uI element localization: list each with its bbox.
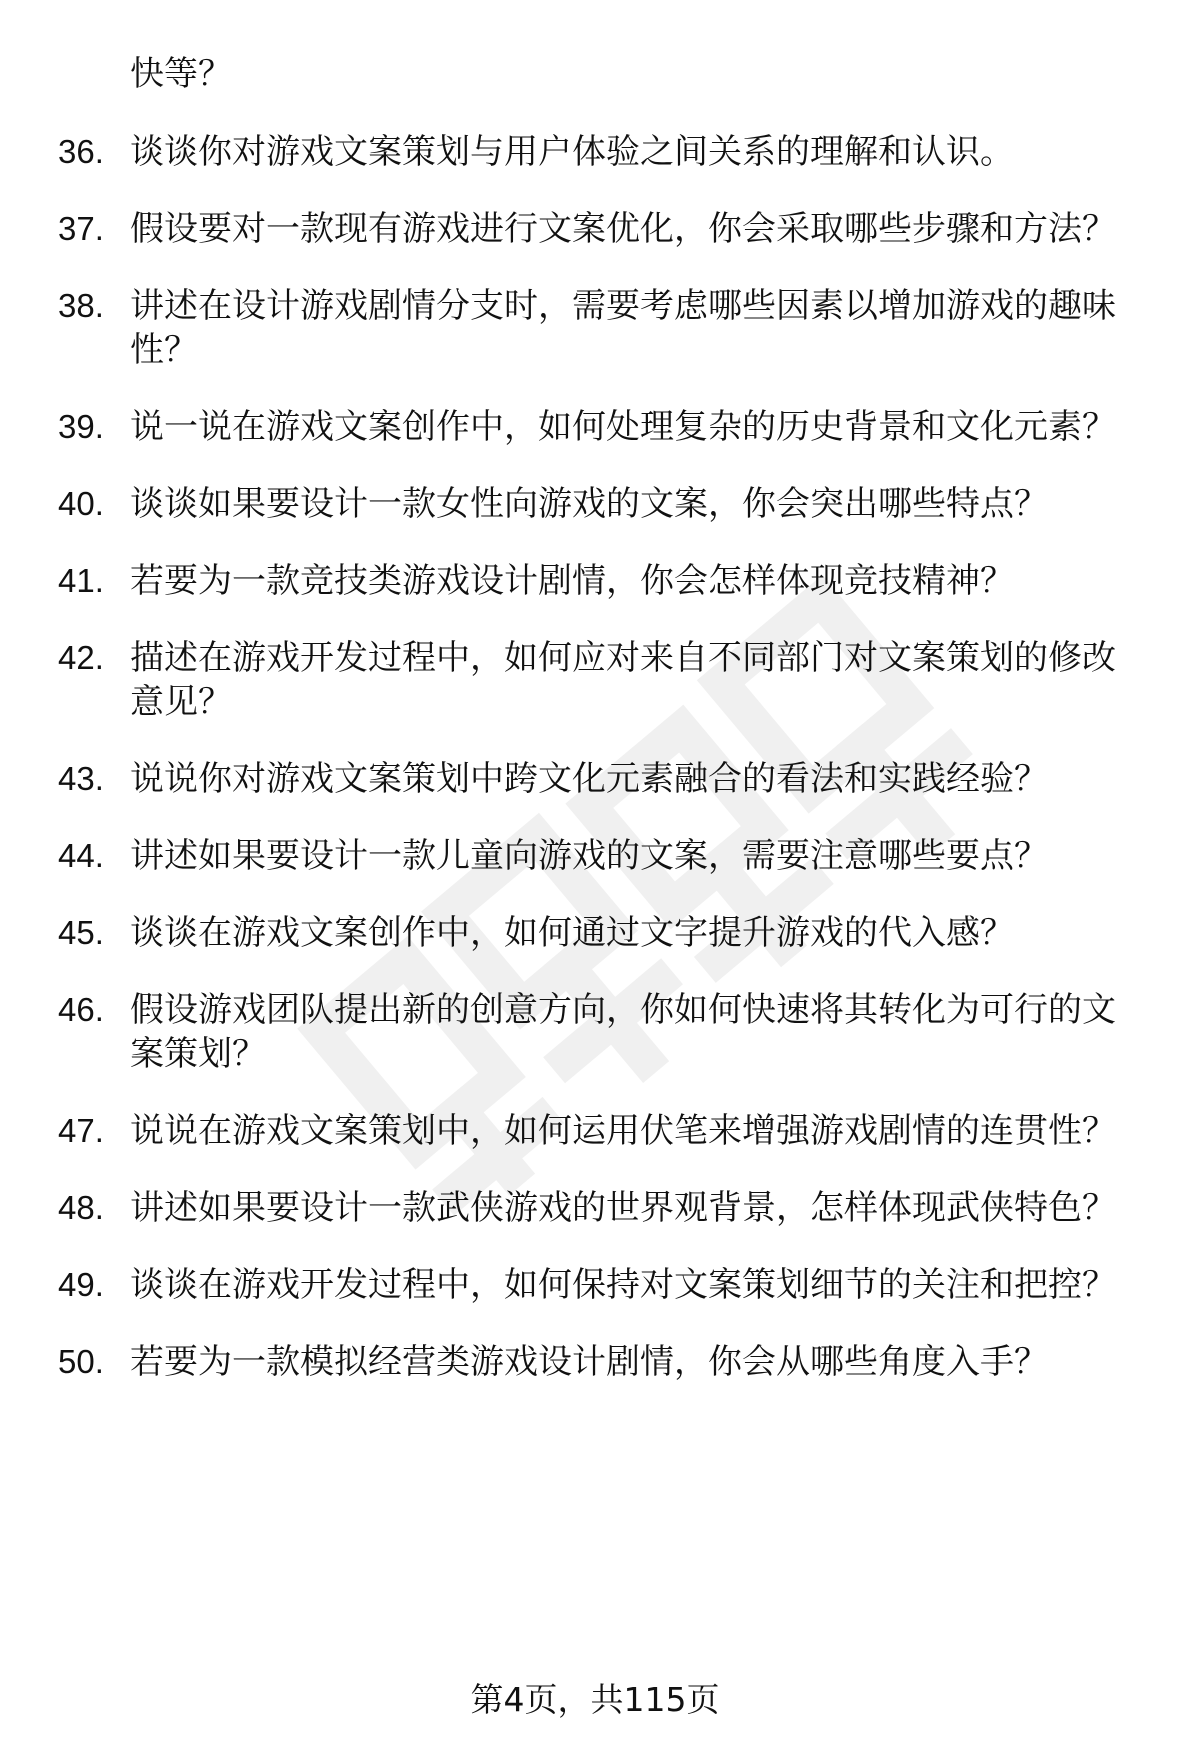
question-text: 谈谈在游戏文案创作中，如何通过文字提升游戏的代入感？ [130, 913, 1014, 953]
question-text: 说说你对游戏文案策划中跨文化元素融合的看法和实践经验？ [130, 759, 1048, 799]
continued-question-text: 快等？ [130, 54, 232, 94]
question-number: 47. [58, 1112, 104, 1149]
question-number: 48. [58, 1189, 104, 1226]
question-text: 若要为一款竞技类游戏设计剧情，你会怎样体现竞技精神？ [130, 561, 1014, 601]
question-text: 讲述在设计游戏剧情分支时，需要考虑哪些因素以增加游戏的趣味性？ [130, 286, 1116, 370]
question-item [58, 207, 1148, 251]
question-item [58, 1109, 1148, 1153]
question-item [58, 482, 1148, 526]
question-text: 讲述如果要设计一款儿童向游戏的文案，需要注意哪些要点？ [130, 836, 1048, 876]
question-item [58, 636, 1148, 724]
question-item [58, 1263, 1148, 1307]
question-number: 36. [58, 133, 104, 170]
question-number: 43. [58, 760, 104, 797]
question-number: 49. [58, 1266, 104, 1303]
question-number: 46. [58, 991, 104, 1028]
question-item [58, 757, 1148, 801]
question-number: 42. [58, 639, 104, 676]
question-text: 说说在游戏文案策划中，如何运用伏笔来增强游戏剧情的连贯性？ [130, 1111, 1116, 1151]
question-item [58, 559, 1148, 603]
question-item [58, 834, 1148, 878]
question-number: 44. [58, 837, 104, 874]
page-footer: 第4页，共115页 [470, 1680, 720, 1719]
question-number: 41. [58, 562, 104, 599]
question-text: 谈谈在游戏开发过程中，如何保持对文案策划细节的关注和把控？ [130, 1265, 1116, 1305]
question-item [58, 1340, 1148, 1384]
question-item [58, 284, 1148, 372]
question-text: 假设要对一款现有游戏进行文案优化，你会采取哪些步骤和方法？ [130, 209, 1116, 249]
question-item [58, 1186, 1148, 1230]
question-text: 讲述如果要设计一款武侠游戏的世界观背景，怎样体现武侠特色？ [130, 1188, 1116, 1228]
question-number: 39. [58, 408, 104, 445]
question-text: 谈谈你对游戏文案策划与用户体验之间关系的理解和认识。 [130, 132, 1014, 172]
question-number: 45. [58, 914, 104, 951]
question-text: 描述在游戏开发过程中，如何应对来自不同部门对文案策划的修改意见？ [130, 638, 1116, 722]
question-list [58, 130, 1148, 1417]
question-item [58, 988, 1148, 1076]
question-text: 若要为一款模拟经营类游戏设计剧情，你会从哪些角度入手？ [130, 1342, 1048, 1382]
question-number: 37. [58, 210, 104, 247]
question-number: 40. [58, 485, 104, 522]
question-text: 谈谈如果要设计一款女性向游戏的文案，你会突出哪些特点？ [130, 484, 1048, 524]
question-number: 50. [58, 1343, 104, 1380]
question-item [58, 130, 1148, 174]
question-text: 说一说在游戏文案创作中，如何处理复杂的历史背景和文化元素？ [130, 407, 1116, 447]
question-text: 假设游戏团队提出新的创意方向，你如何快速将其转化为可行的文案策划？ [130, 990, 1116, 1074]
question-number: 38. [58, 287, 104, 324]
question-item [58, 911, 1148, 955]
question-item [58, 405, 1148, 449]
